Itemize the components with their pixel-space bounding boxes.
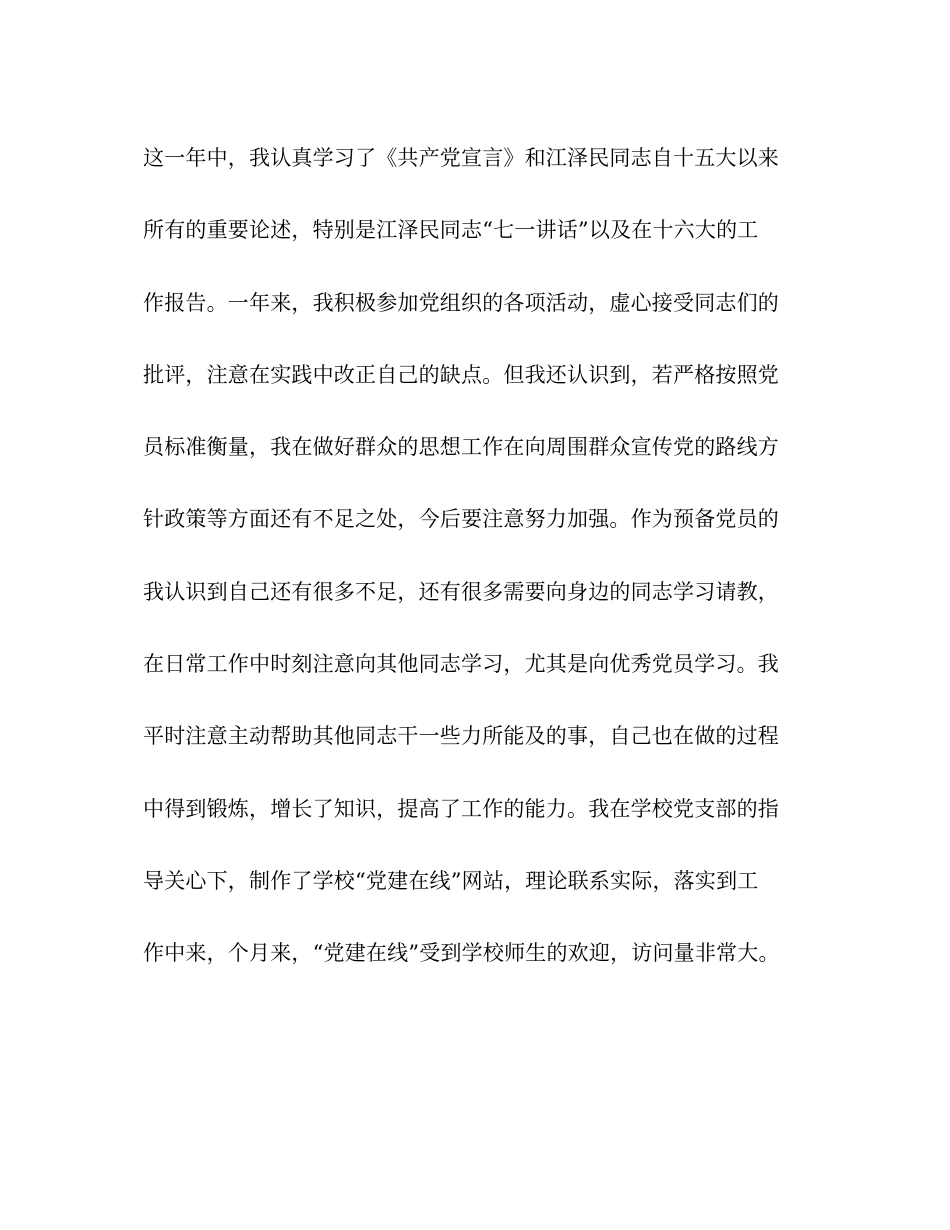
text-line: 这一年中，我认真学习了《共产党宣言》和江泽民同志自十五大以来 [143,146,779,170]
text-line: 导关心下，制作了学校“党建在线”网站，理论联系实际，落实到工 [143,868,759,893]
text-line: 平时注意主动帮助其他同志干一些力所能及的事，自己也在做的过程 [143,724,779,749]
text-line: 中得到锻炼，增长了知识，提高了工作的能力。我在学校党支部的指 [143,796,779,821]
body-text [143,140,823,1008]
text-line: 作报告。一年来，我积极参加党组织的各项活动，虚心接受同志们的 [143,290,779,315]
text-line: 所有的重要论述，特别是江泽民同志“七一讲话”以及在十六大的工 [143,218,759,243]
text-line: 员标准衡量，我在做好群众的思想工作在向周围群众宣传党的路线方 [143,435,779,460]
text-line: 批评，注意在实践中改正自己的缺点。但我还认识到，若严格按照党 [143,362,779,387]
text-line: 针政策等方面还有不足之处，今后要注意努力加强。作为预备党员的 [143,507,779,532]
text-line: 我认识到自己还有很多不足，还有很多需要向身边的同志学习请教， [143,579,779,604]
text-line: 在日常工作中时刻注意向其他同志学习，尤其是向优秀党员学习。我 [143,652,779,677]
text-line: 作中来，个月来，“党建在线”受到学校师生的欢迎，访问量非常大。 [143,941,780,966]
